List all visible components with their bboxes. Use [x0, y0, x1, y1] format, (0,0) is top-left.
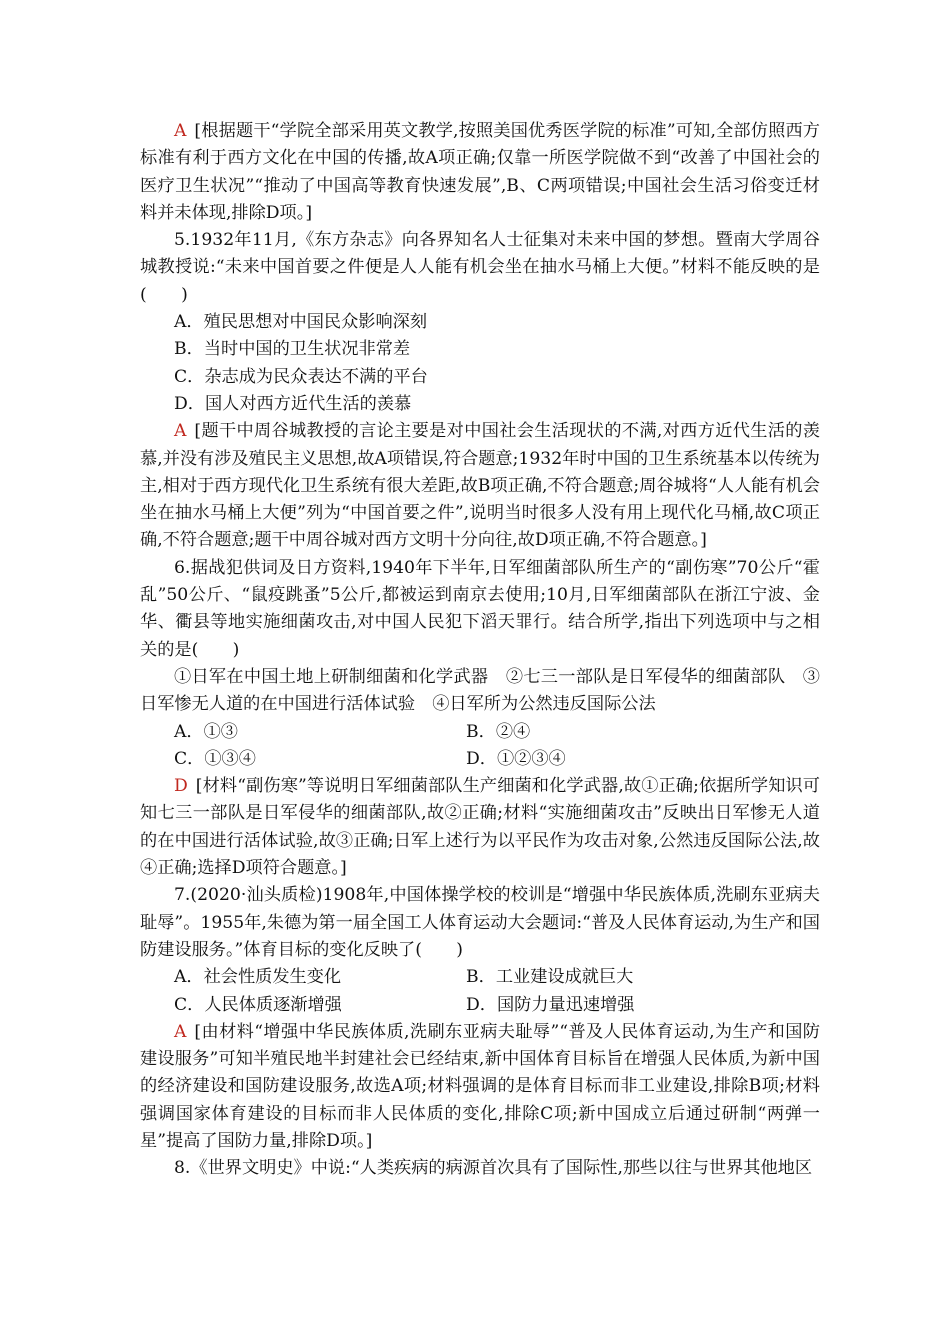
document-page: [140, 118, 820, 1183]
answer-letter: A: [174, 421, 187, 442]
q5-answer: [140, 418, 820, 554]
answer-explanation: [材料“副伤寒”等说明日军细菌部队生产细菌和化学武器,故①正确;依据所学知识可知七三一部队是日军侵华的细菌部队,故②正确;材料“实施细菌攻击”反映出日军惨无人道的在中国进行活体试验,故③正确;日军上述行为以平民作为攻击对象,公然违反国际公法,故④正确;选择D项符合题意。]: [140, 776, 820, 879]
q6-option-d: D．①②③④: [466, 748, 566, 769]
q7-options-row-2: [140, 992, 820, 1019]
answer-explanation: [题干中周谷城教授的言论主要是对中国社会生活现状的不满,对西方近代生活的羡慕,并没有涉及殖民主义思想,故A项错误,符合题意;1932年时中国的卫生系统基本以传统为主,相对于西方现代化卫生系统有很大差距,故B项正确,不符合题意;周谷城将“人人能有机会坐在抽水马桶上大便”列为“中国首要之件”,说明当时很多人没有用上现代化马桶,故C项正确,不符合题意;题干中周谷城对西方文明十分向往,故D项正确,不符合题意。]: [140, 421, 820, 551]
q5-option-b: B．当时中国的卫生状况非常差: [174, 339, 411, 360]
answer-letter: A: [174, 1021, 187, 1042]
q7-options-row-1: [140, 964, 820, 991]
q5-stem: 5.1932年11月,《东方杂志》向各界知名人士征集对未来中国的梦想。暨南大学周谷城教授说:“未来中国首要之件便是人人能有机会坐在抽水马桶上大便。”材料不能反映的是( ): [140, 230, 820, 305]
q5-options: [140, 309, 820, 418]
q7-option-b: B．工业建设成就巨大: [466, 967, 634, 988]
q6-option-b: B．②④: [466, 721, 531, 742]
q7-option-d: D．国防力量迅速增强: [466, 994, 635, 1015]
q6-statements: ①日军在中国土地上研制细菌和化学武器 ②七三一部队是日军侵华的细菌部队 ③日军惨无人道的在中国进行活体试验 ④日军所为公然违反国际公法: [140, 666, 820, 715]
q5-option-a: A．殖民思想对中国民众影响深刻: [174, 312, 428, 333]
q6-option-c: C．①③④: [174, 748, 256, 769]
q7-answer: [140, 1019, 820, 1155]
q5-option-d: D．国人对西方近代生活的羡慕: [174, 393, 412, 414]
q7-option-a: A．社会性质发生变化: [174, 967, 342, 988]
q8-stem: 8.《世界文明史》中说:“人类疾病的病源首次具有了国际性,那些以往与世界其他地区: [174, 1158, 813, 1179]
answer-letter: D: [174, 776, 188, 797]
q4-answer: [140, 118, 820, 227]
q6-stem: 6.据战犯供词及日方资料,1940年下半年,日军细菌部队所生产的“副伤寒”70公斤“霍乱”50公斤、“鼠疫跳蚤”5公斤,都被运到南京去使用;10月,日军细菌部队在浙江宁波、金华、衢县等地实施细菌攻击,对中国人民犯下滔天罪行。结合所学,指出下列选项中与之相关的是( ): [140, 557, 820, 660]
q6-option-a: A．①③: [174, 721, 238, 742]
q6-answer: [140, 773, 820, 882]
q7-stem: 7.(2020·汕头质检)1908年,中国体操学校的校训是“增强中华民族体质,洗刷东亚病夫耻辱”。1955年,朱德为第一届全国工人体育运动大会题词:“普及人民体育运动,为生产和国防建设服务。”体育目标的变化反映了( ): [140, 885, 820, 960]
q5-option-c: C．杂志成为民众表达不满的平台: [174, 366, 428, 387]
q7-option-c: C．人民体质逐渐增强: [174, 994, 342, 1015]
answer-explanation: [由材料“增强中华民族体质,洗刷东亚病夫耻辱”“普及人民体育运动,为生产和国防建设服务”可知半殖民地半封建社会已经结束,新中国体育目标旨在增强人民体质,为新中国的经济建设和国防建设服务,故选A项;材料强调的是体育目标而非工业建设,排除B项;材料强调国家体育建设的目标而非人民体质的变化,排除C项;新中国成立后通过研制“两弹一星”提高了国防力量,排除D项。]: [140, 1021, 820, 1151]
q6-options-row-1: [140, 719, 820, 746]
answer-explanation: [根据题干“学院全部采用英文教学,按照美国优秀医学院的标准”可知,全部仿照西方标准有利于西方文化在中国的传播,故A项正确;仅靠一所医学院做不到“改善了中国社会的医疗卫生状况”“推动了中国高等教育快速发展”,B、C两项错误;中国社会生活习俗变迁材料并未体现,排除D项。]: [140, 121, 820, 223]
answer-letter: A: [174, 121, 187, 141]
q6-options-row-2: [140, 746, 820, 773]
